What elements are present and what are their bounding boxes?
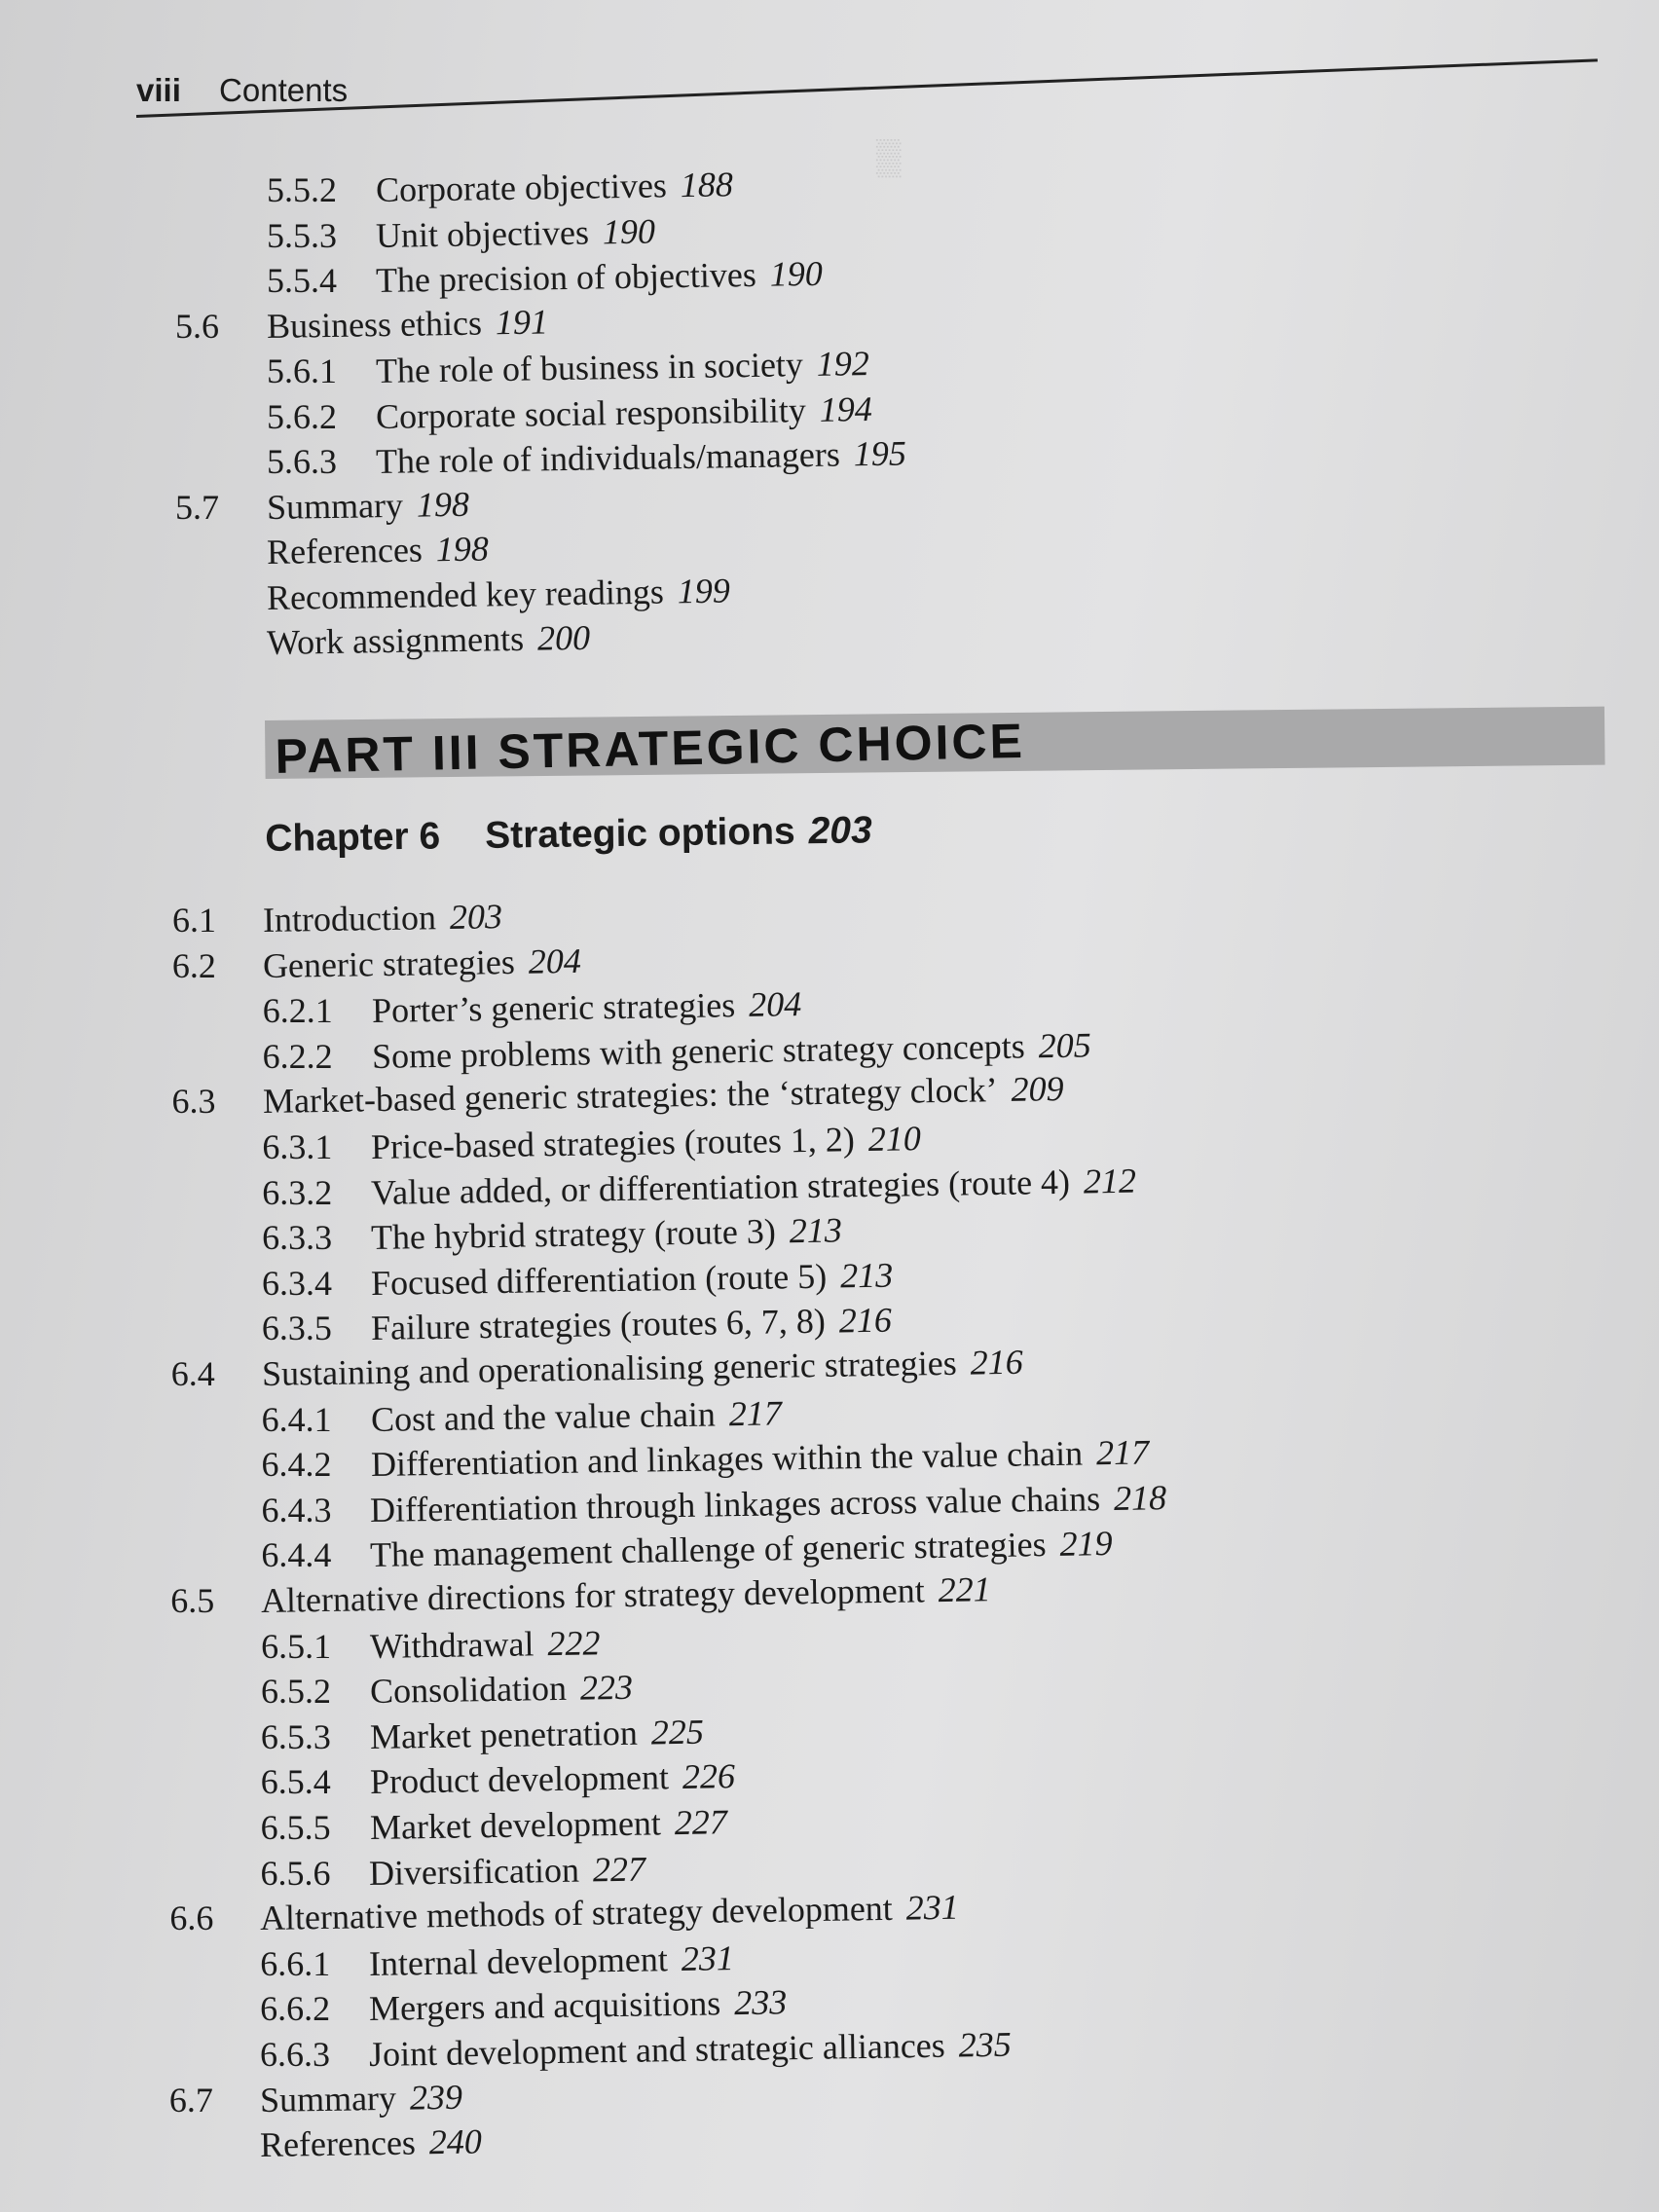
section-number: 6.5 [170, 1581, 215, 1620]
subsection-number: 6.3.2 [262, 1172, 333, 1212]
toc-entry [0, 2078, 1659, 2122]
section-number: 6.6 [169, 1899, 214, 1938]
entry-page: 235 [958, 2024, 1013, 2065]
entry-text [369, 1799, 727, 1850]
section-number: 6.7 [168, 2080, 213, 2120]
subsection-number: 6.3.4 [262, 1263, 333, 1303]
entry-title: Value added, or differentiation strategies (route 4) [370, 1161, 1071, 1212]
show-through-text: ▒ [876, 137, 902, 176]
entry-page: 190 [769, 253, 824, 294]
entry-title: Business ethics [266, 303, 483, 346]
entry-page: 223 [579, 1667, 634, 1708]
entry-page: 227 [593, 1849, 646, 1889]
entry-page: 213 [839, 1255, 894, 1296]
toc-entry [0, 1569, 1659, 1623]
entry-page: 216 [970, 1342, 1023, 1382]
entry-page: 219 [1059, 1524, 1114, 1565]
entry-title: Work assignments [266, 618, 525, 662]
entry-page: 192 [816, 344, 870, 384]
subsection-number: 6.5.5 [260, 1808, 331, 1847]
toc-entry [0, 2024, 1659, 2077]
entry-page: 240 [428, 2121, 482, 2162]
entry-text [369, 1754, 735, 1805]
subsection-number: 6.5.2 [260, 1672, 331, 1712]
entry-title: Summary [266, 485, 404, 527]
entry-page: 203 [449, 897, 503, 937]
entry-page: 216 [838, 1300, 893, 1341]
entry-title: Joint development and strategic alliances [368, 2025, 946, 2074]
entry-text [371, 1116, 921, 1169]
section-number: 6.2 [171, 945, 216, 985]
entry-page: 195 [853, 433, 907, 474]
subsection-number: 6.6.2 [260, 1989, 331, 2029]
entry-text [369, 1936, 735, 1986]
subsection-number: 6.5.3 [260, 1716, 331, 1756]
entry-title: Market development [369, 1803, 661, 1847]
entry-text [370, 1665, 634, 1714]
entry-page: 217 [1095, 1432, 1149, 1473]
toc-entry [0, 940, 1659, 988]
entry-title: Corporate social responsibility [375, 389, 807, 436]
subsection-number: 6.3.1 [262, 1127, 333, 1166]
entry-text [369, 1846, 646, 1895]
entry-title: Some problems with generic strategy concepts [371, 1026, 1025, 1076]
subsection-number: 5.6.3 [267, 442, 337, 481]
entry-title: Differentiation and linkages within the value chain [370, 1433, 1083, 1485]
entry-title: Price-based strategies (routes 1, 2) [371, 1120, 856, 1166]
entry-page: 213 [789, 1210, 843, 1251]
chapter-page: 203 [808, 809, 873, 853]
entry-title: Alternative methods of strategy development [260, 1888, 894, 1938]
entry-title: Alternative directions for strategy development [260, 1570, 926, 1620]
subsection-number: 6.4.1 [261, 1399, 332, 1439]
entry-page: 200 [536, 617, 591, 658]
chapter-label: Chapter 6 [265, 815, 441, 860]
part-heading: PART III STRATEGIC CHOICE [275, 713, 1026, 784]
entry-page: 205 [1038, 1025, 1091, 1066]
entry-page: 190 [602, 210, 656, 251]
toc-entry [0, 2122, 1659, 2167]
entry-page: 217 [728, 1392, 782, 1433]
toc-entry [0, 898, 1659, 942]
subsection-number: 6.2.1 [262, 991, 333, 1031]
entry-page: 194 [819, 388, 873, 429]
entry-text [370, 1620, 601, 1669]
subsection-number: 6.5.4 [260, 1762, 331, 1802]
entry-title: Consolidation [369, 1669, 568, 1712]
toc-entry [0, 1342, 1659, 1396]
entry-title: Sustaining and operationalising generic strategies [261, 1343, 957, 1393]
entry-title: The precision of objectives [375, 254, 757, 300]
subsection-number: 6.4.2 [261, 1445, 332, 1485]
entry-title: The hybrid strategy (route 3) [370, 1211, 777, 1258]
subsection-number: 6.4.3 [261, 1490, 332, 1530]
entry-text [260, 1885, 959, 1940]
subsection-number: 6.2.2 [262, 1036, 333, 1076]
entry-page: 227 [674, 1802, 727, 1843]
toc-entry [0, 1887, 1659, 1940]
entry-page: 188 [680, 165, 734, 205]
toc-entry [0, 1937, 1659, 1986]
entry-page: 198 [416, 484, 470, 525]
subsection-number: 5.5.4 [267, 261, 337, 300]
entry-text [260, 2074, 463, 2121]
entry-text [371, 1208, 843, 1261]
entry-title: Corporate objectives [375, 166, 668, 209]
entry-text [371, 981, 801, 1033]
subsection-number: 5.6.2 [267, 396, 337, 436]
entry-page: 231 [905, 1887, 960, 1928]
toc-entry [0, 1669, 1659, 1714]
entry-page: 221 [938, 1569, 992, 1610]
chapter-title: Strategic options [484, 810, 795, 857]
entry-title: Market-based generic strategies: the ‘strategy clock’ [262, 1070, 998, 1122]
entry-title: Recommended key readings [266, 571, 665, 617]
entry-title: Unit objectives [375, 212, 590, 255]
entry-title: The role of individuals/managers [375, 434, 841, 481]
entry-text [371, 1252, 894, 1305]
entry-page: 231 [681, 1937, 735, 1978]
toc-entry [0, 1756, 1659, 1804]
subsection-number: 5.5.3 [267, 215, 337, 255]
entry-title: The role of business in society [375, 345, 804, 390]
section-number: 6.1 [172, 901, 216, 940]
entry-title: Summary [259, 2078, 397, 2120]
section-number: 5.7 [175, 487, 219, 527]
entry-page: 209 [1010, 1069, 1064, 1110]
entry-title: The management challenge of generic strategies [369, 1525, 1048, 1575]
subsection-number: 6.5.6 [260, 1853, 331, 1893]
subsection-number: 6.3.5 [261, 1309, 332, 1348]
entry-title: Focused differentiation (route 5) [370, 1256, 828, 1303]
entry-title: Market penetration [369, 1713, 638, 1756]
subsection-number: 6.6.3 [260, 2035, 330, 2074]
entry-page: 239 [409, 2077, 463, 2118]
entry-page: 199 [677, 571, 731, 610]
subsection-number: 6.3.3 [262, 1218, 333, 1258]
toc-entry [0, 1802, 1659, 1850]
entry-title: Differentiation through linkages across value chains [370, 1479, 1101, 1530]
entry-page: 204 [528, 940, 582, 981]
entry-page: 191 [495, 301, 549, 342]
entry-text [369, 1709, 704, 1758]
entry-text [263, 894, 503, 942]
entry-title: Porter’s generic strategies [371, 985, 736, 1031]
entry-title: Cost and the value chain [370, 1394, 716, 1439]
toc-entry [0, 1714, 1659, 1759]
entry-title: Internal development [368, 1938, 669, 1983]
entry-page: 225 [650, 1712, 704, 1752]
subsection-number: 5.6.1 [267, 351, 337, 390]
entry-page: 198 [435, 529, 490, 570]
entry-title: Introduction [262, 898, 437, 940]
entry-page: 204 [748, 984, 802, 1025]
subsection-number: 5.5.2 [267, 170, 337, 209]
entry-title: Mergers and acquisitions [368, 1983, 721, 2029]
entry-text [369, 2022, 1012, 2077]
entry-page: 218 [1114, 1477, 1167, 1518]
subsection-number: 6.6.1 [260, 1943, 331, 1983]
section-number: 6.3 [171, 1082, 216, 1122]
entry-text [263, 938, 582, 987]
entry-page: 210 [867, 1119, 922, 1159]
entry-page: 233 [734, 1982, 788, 2023]
entry-title: Product development [369, 1757, 669, 1802]
entry-title: Diversification [369, 1850, 580, 1893]
entry-text [259, 2120, 482, 2168]
entry-title: Withdrawal [369, 1623, 535, 1666]
entry-title: References [259, 2122, 416, 2165]
entry-page: 212 [1083, 1161, 1137, 1201]
entry-page: 222 [547, 1622, 601, 1663]
subsection-number: 6.5.1 [261, 1626, 332, 1666]
page-number: viii [136, 72, 181, 108]
entry-page: 226 [682, 1756, 735, 1797]
subsection-number: 6.4.4 [261, 1535, 332, 1575]
page-title: Contents [219, 72, 349, 108]
section-number: 6.4 [170, 1354, 215, 1393]
toc-entry [0, 1624, 1659, 1669]
entry-title: Generic strategies [262, 941, 516, 985]
entry-title: Failure strategies (routes 6, 7, 8) [370, 1302, 827, 1348]
entry-text [370, 1390, 782, 1442]
section-number: 5.6 [175, 306, 219, 346]
entry-title: References [266, 530, 424, 571]
entry-text [369, 1980, 788, 2032]
